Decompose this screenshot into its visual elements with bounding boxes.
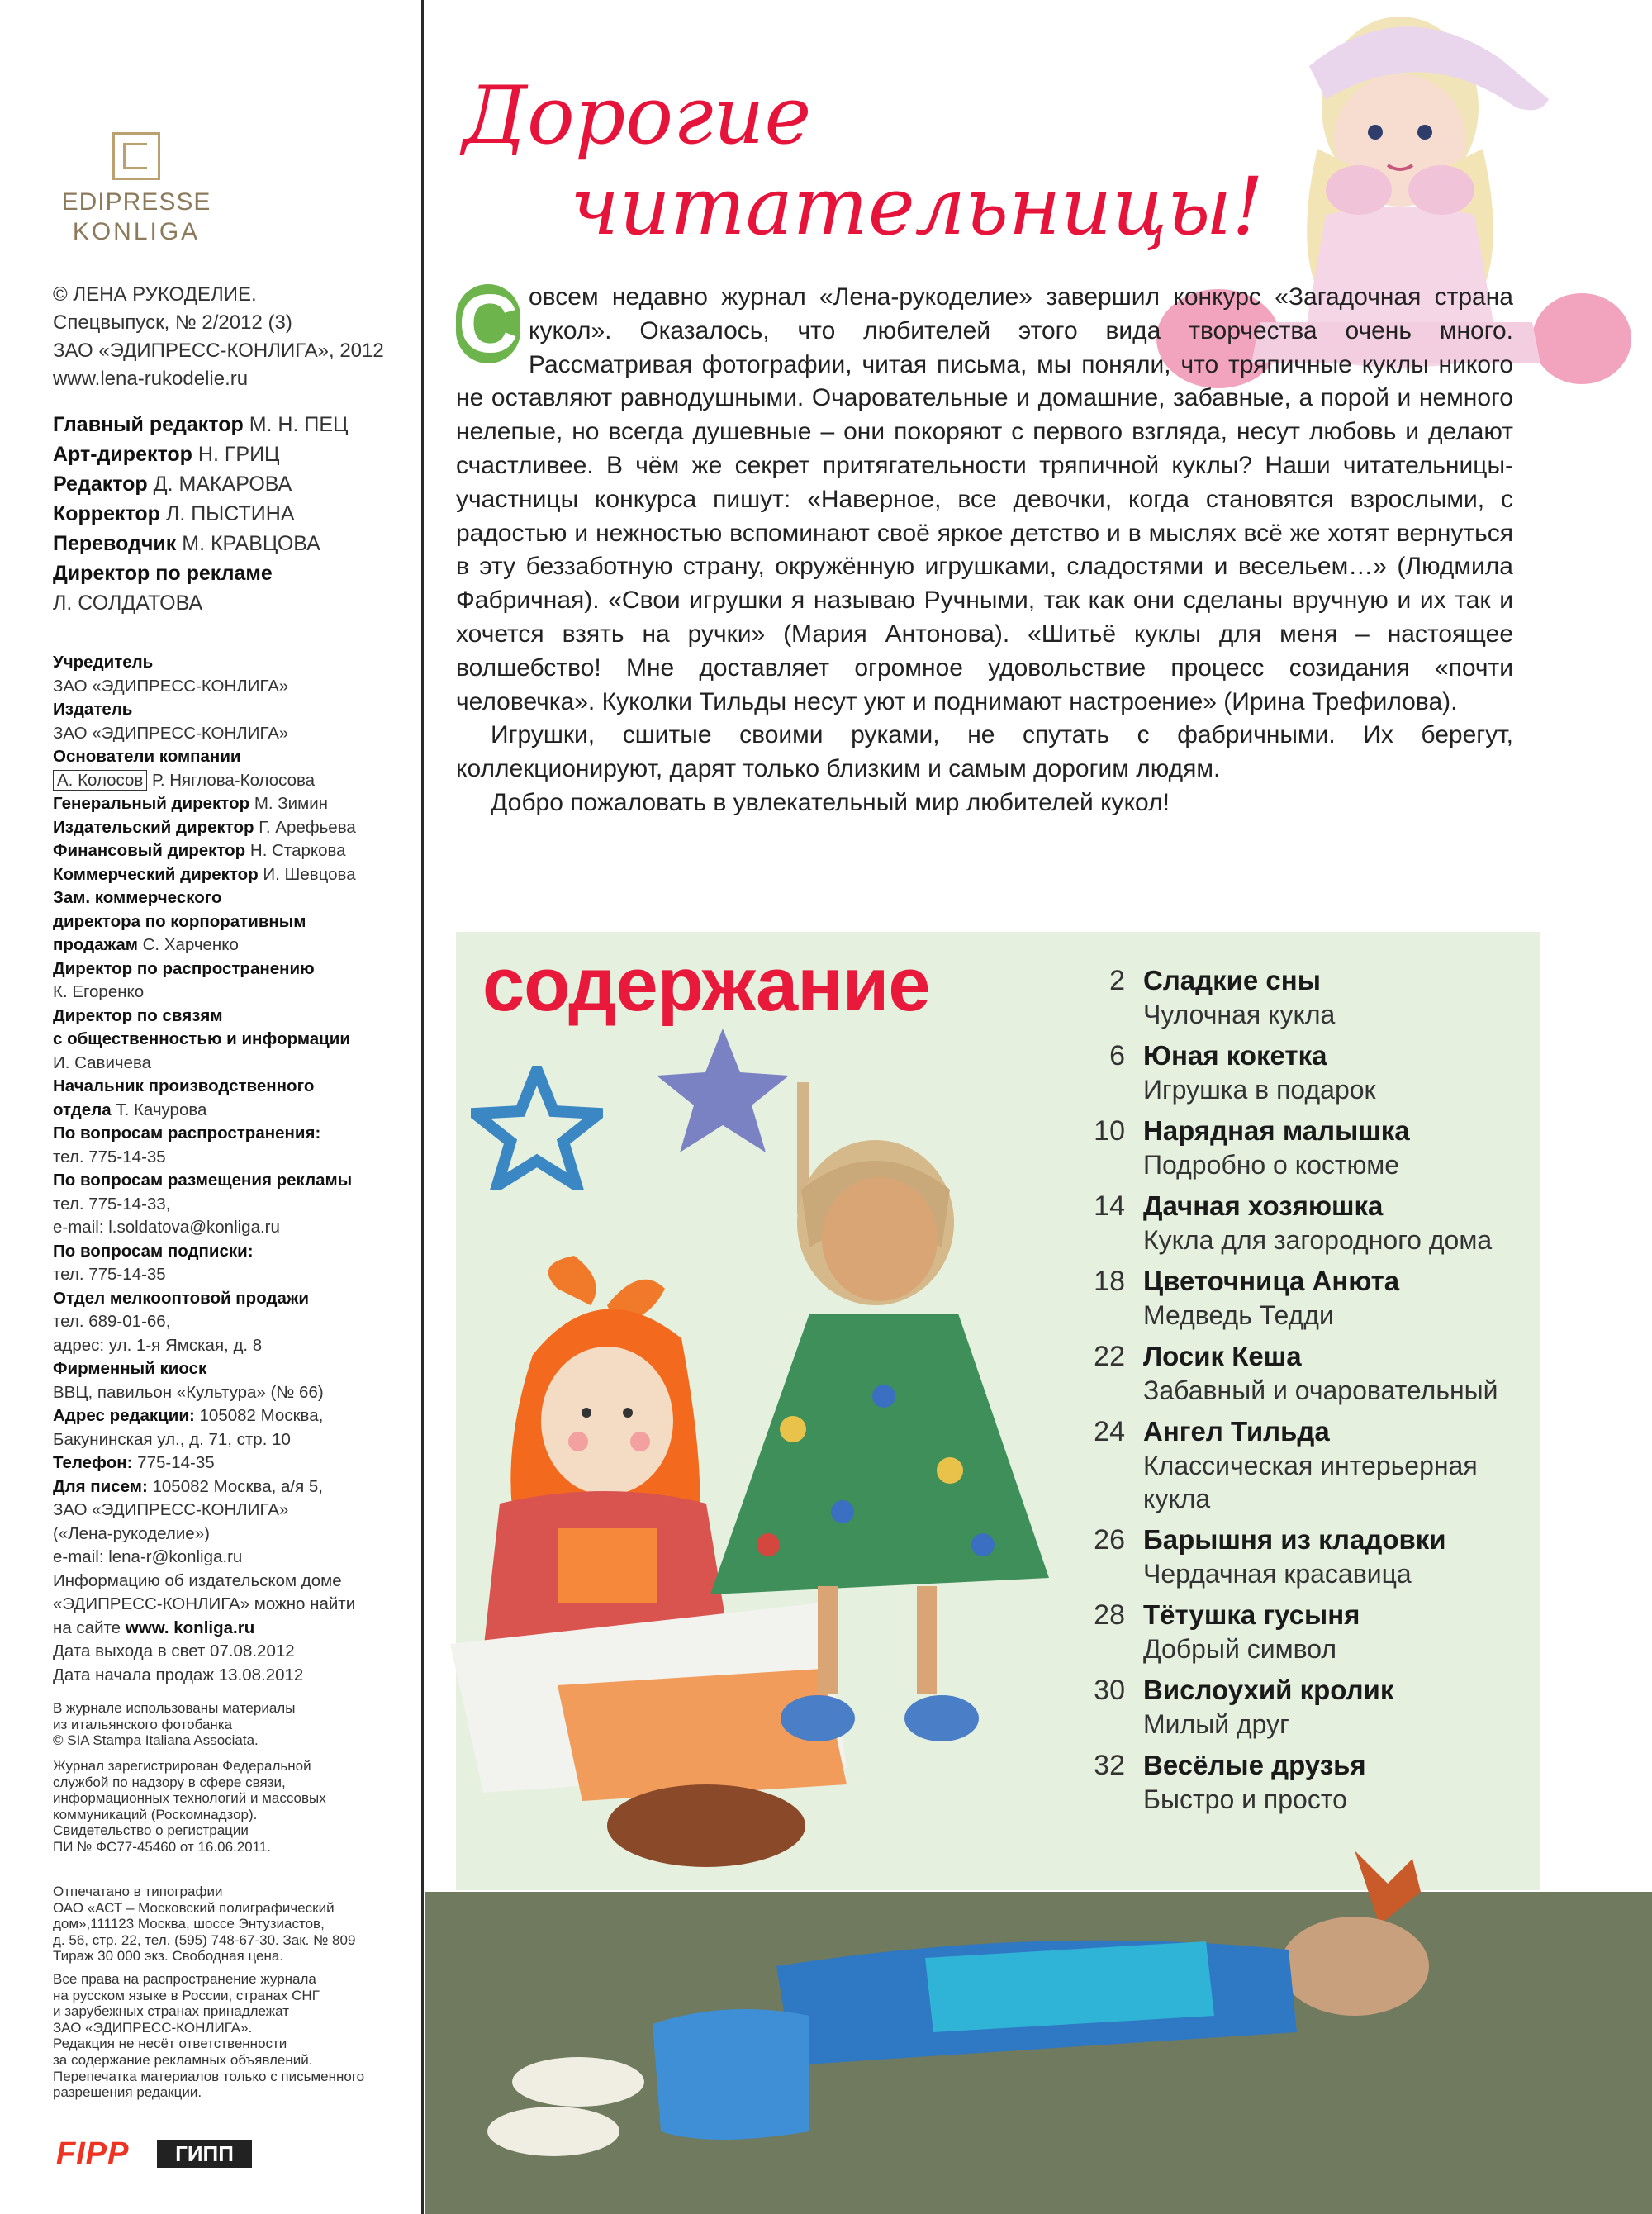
fine-print-line: В журнале использованы материалы [53, 1700, 296, 1716]
detail-value: «ЭДИПРЕСС-КОНЛИГА» можно найти [53, 1594, 356, 1613]
logo-line-1: EDIPRESSE [61, 188, 211, 216]
detail-row [53, 1404, 416, 1428]
detail-value: Р. Няглова-Колосова [152, 770, 316, 790]
detail-label: отдела [53, 1100, 112, 1119]
detail-label: По вопросам распространения: [53, 1124, 321, 1143]
staff-row [53, 588, 416, 618]
fine-print-line: Отпечатано в типографии [53, 1884, 223, 1899]
contents-entry[interactable] [1074, 1675, 1536, 1750]
detail-row [53, 1310, 416, 1334]
detail-value: И. Шевцова [263, 864, 356, 884]
company-details [53, 651, 416, 1687]
drop-cap: С [456, 284, 520, 363]
detail-row [53, 863, 416, 887]
floral-dress-doll-illustration [694, 1082, 1066, 1760]
detail-row [53, 1263, 416, 1287]
contents-entry-subtitle: Медведь Тедди [1143, 1300, 1334, 1330]
detail-value: 105082 Москва, [199, 1406, 324, 1425]
contents-entry[interactable] [1074, 1524, 1536, 1599]
detail-row [53, 1028, 416, 1052]
fine-print-line: Редакция не несёт ответственности [53, 2036, 287, 2052]
detail-value: Бакунинская ул., д. 71, стр. 10 [53, 1429, 291, 1449]
detail-row [53, 981, 416, 1005]
detail-value: И. Савичева [53, 1052, 152, 1072]
fine-print-line: Свидетельство о регистрации [53, 1822, 249, 1839]
contents-entry-title: Тётушка гусыня [1143, 1599, 1360, 1630]
detail-row [53, 1075, 416, 1099]
detail-label: Для писем: [53, 1476, 148, 1496]
contents-entry-title: Сладкие сны [1143, 965, 1321, 995]
editorial-title [463, 70, 1264, 252]
detail-row [53, 1640, 416, 1664]
fine-print-line: службой по надзору в сфере связи, [53, 1774, 286, 1790]
detail-label: директора по корпоративным [53, 911, 306, 931]
reindeer-toy-illustration [463, 1834, 1479, 2181]
contents-entry[interactable] [1074, 1599, 1536, 1675]
contents-entry-subtitle: Классическая интерьерная кукла [1143, 1451, 1478, 1513]
detail-row [53, 1664, 416, 1688]
editorial-paragraph: Игрушки, сшитые своими руками, не спутать с фабричными. Их берегут, коллекционируют, дарят только близким и самым дорогим людям. [456, 721, 1513, 783]
fine-print-line: дом»,111123 Москва, шоссе Энтузиастов, [53, 1916, 325, 1932]
staff-role: Директор по рекламе [53, 562, 273, 585]
detail-value: адрес: ул. 1-я Ямская, д. 8 [53, 1335, 263, 1355]
fine-print-line: Все права на распространение журнала [53, 1971, 316, 1987]
staff-role: Корректор [53, 502, 160, 525]
contents-entry-subtitle: Игрушка в подарок [1143, 1075, 1376, 1105]
contents-entry-title: Юная кокетка [1143, 1040, 1327, 1071]
detail-value: ЗАО «ЭДИПРЕСС-КОНЛИГА» [53, 676, 289, 696]
detail-value: 105082 Москва, а/я 5, [152, 1476, 323, 1496]
detail-label: По вопросам размещения рекламы [53, 1171, 353, 1190]
contents-entry-subtitle: Милый друг [1143, 1709, 1289, 1739]
contents-page-number: 10 [1094, 1115, 1125, 1147]
detail-row [53, 1381, 416, 1405]
fine-print-line: коммуникаций (Роскомнадзор). [53, 1806, 258, 1822]
copyright-block [53, 281, 416, 393]
title-line-1: Дорогие [463, 69, 812, 162]
contents-entry-subtitle: Добрый символ [1143, 1634, 1336, 1664]
detail-value: тел. 775-14-33, [53, 1194, 171, 1214]
detail-label: Директор по связям [53, 1005, 223, 1025]
contents-page-number: 24 [1094, 1416, 1125, 1447]
detail-row [53, 910, 416, 934]
detail-row [53, 1593, 416, 1617]
detail-label: Издатель [53, 700, 133, 719]
contents-entry-title: Барышня из кладовки [1143, 1524, 1446, 1555]
detail-row [53, 1122, 416, 1146]
detail-value: («Лена-рукоделие») [53, 1523, 210, 1543]
contents-entry[interactable] [1074, 1750, 1536, 1825]
detail-row [53, 1193, 416, 1217]
blue-star-outline-icon [471, 1066, 603, 1190]
contents-entry-title: Весёлые друзья [1143, 1750, 1366, 1780]
staff-list [53, 410, 416, 618]
fine-print-line: Журнал зарегистрирован Федеральной [53, 1758, 311, 1774]
contents-entry[interactable] [1074, 1115, 1536, 1190]
detail-value: тел. 775-14-35 [53, 1265, 166, 1284]
detail-row [53, 792, 416, 816]
detail-row [53, 934, 416, 957]
editorial-paragraph: овсем недавно журнал «Лена-рукоделие» завершил конкурс «Загадочная страна кукол». Оказалось, что любителей этого вида творчества очень много. Рассматривая фотографии, читая письма, мы поняли, что тряпичные куклы никого не оставляют равнодушными. Очаровательные и домашние, забавные, а порой и немного нелепые, но всегда душевные – они покоряют с первого взгляда, несут любовь и делают счастливее. В чём же секрет притягательности тряпичной куклы? Наши читательницы-участницы конкурса пишут: «Наверное, все девочки, когда становятся взрослыми, с радостью и нежностью вспоминают своё яркое детство и в мыслях всё же хотят вернуться в эту беззаботную страну, окружённую игрушками, сладостями и весельем…» (Людмила Фабричная). «Свои игрушки я называю Ручными, так как они сделаны вручную и их так и хочется взять на ручки» (Мария Антонова). «Шитьё куклы для меня – настоящее волшебство! Мне доставляет огромное удовольствие процесс созидания «почти человечка». Куколки Тильды несут уют и поднимают настроение» (Ирина Трефилова). [456, 283, 1513, 715]
detail-row [53, 651, 416, 675]
detail-row [53, 1099, 416, 1123]
detail-value: ВВЦ, павильон «Культура» (№ 66) [53, 1382, 324, 1402]
column-divider [421, 0, 424, 2214]
detail-label: Учредитель [53, 653, 154, 672]
fine-print-block [53, 1758, 416, 1855]
konliga-site-link[interactable]: www. konliga.ru [125, 1618, 255, 1637]
contents-entry-title: Лосик Кеша [1143, 1341, 1302, 1371]
detail-label: Телефон: [53, 1453, 133, 1472]
contents-entry[interactable] [1074, 1040, 1536, 1115]
fine-print-line: ОАО «АСТ – Московский полиграфический [53, 1899, 335, 1916]
detail-label: По вопросам подписки: [53, 1241, 254, 1261]
detail-value: С. Харченко [142, 935, 239, 954]
contents-entry-title: Ангел Тильда [1143, 1416, 1330, 1447]
detail-row [53, 1216, 416, 1240]
contents-page-number: 28 [1094, 1599, 1125, 1631]
detail-label: Финансовый директор [53, 841, 246, 860]
contents-entry[interactable] [1074, 1190, 1536, 1266]
fine-print-block [53, 1700, 416, 1749]
contents-entry[interactable] [1074, 1416, 1536, 1524]
detail-row [53, 1052, 416, 1076]
contents-page-number: 2 [1109, 965, 1125, 996]
detail-row [53, 816, 416, 840]
detail-row [53, 1240, 416, 1264]
detail-row [53, 1334, 416, 1358]
contents-page-number: 32 [1094, 1750, 1125, 1781]
staff-name: М. Н. ПЕЦ [249, 413, 349, 436]
staff-row [53, 529, 416, 558]
detail-value: Г. Арефьева [259, 817, 356, 837]
contents-entry[interactable] [1074, 965, 1536, 1040]
contents-heading: содержание [482, 943, 930, 1027]
detail-row [53, 1428, 416, 1452]
fine-print-line: из итальянского фотобанка [53, 1716, 233, 1732]
detail-row [53, 1475, 416, 1499]
staff-role: Арт-директор [53, 443, 192, 466]
contents-page-number: 18 [1094, 1266, 1125, 1297]
detail-value: Н. Старкова [249, 841, 346, 860]
contents-page-number: 30 [1094, 1675, 1125, 1706]
detail-label: Начальник производственного [53, 1076, 315, 1095]
staff-name: Л. ПЫСТИНА [165, 502, 295, 525]
staff-row [53, 499, 416, 529]
edipresse-logo-icon [112, 132, 160, 180]
detail-label: Фирменный киоск [53, 1359, 207, 1378]
contents-page-number: 26 [1094, 1524, 1125, 1556]
detail-row [53, 1451, 416, 1475]
detail-value: тел. 775-14-35 [53, 1147, 166, 1166]
detail-row [53, 1005, 416, 1029]
detail-value: Информацию об издательском доме [53, 1570, 342, 1590]
fine-print-line: Тираж 30 000 экз. Свободная цена. [53, 1948, 284, 1965]
website-link[interactable]: www.lena-rukodelie.ru [53, 368, 249, 390]
contents-entry-subtitle: Чулочная кукла [1143, 1000, 1336, 1029]
detail-label: Зам. коммерческого [53, 888, 222, 907]
contents-entry-subtitle: Быстро и просто [1143, 1784, 1347, 1814]
detail-value: К. Егоренко [53, 982, 145, 1001]
contents-entry[interactable] [1074, 1266, 1536, 1341]
contents-entry-title: Дачная хозяюшка [1143, 1190, 1384, 1221]
detail-row [53, 745, 416, 769]
staff-role: Главный редактор [53, 413, 244, 436]
staff-row [53, 558, 416, 588]
table-of-contents [1074, 965, 1536, 1825]
contents-page-number: 14 [1094, 1190, 1125, 1222]
fine-print-line: © SIA Stampa Italiana Associata. [53, 1732, 259, 1749]
fine-print-line: и зарубежных странах принадлежат [53, 2003, 290, 2020]
editorial-body [456, 278, 1513, 820]
fine-print-line: ПИ № ФС77-45460 от 16.06.2011. [53, 1838, 272, 1855]
fine-print-line: информационных технологий и массовых [53, 1790, 326, 1807]
detail-value[interactable]: e-mail: lena-r@konliga.ru [53, 1547, 243, 1566]
logo-line-2: KONLIGA [72, 218, 201, 245]
detail-row [53, 769, 416, 793]
staff-name: Н. ГРИЦ [197, 443, 280, 466]
fine-print-line: д. 56, стр. 22, тел. (595) 748-67-30. Зак. № 809 [53, 1931, 356, 1948]
founder-boxed-name: А. Колосов [53, 770, 147, 791]
fine-print-line: ЗАО «ЭДИПРЕСС-КОНЛИГА». [53, 2019, 253, 2036]
detail-label: с общественностью и информации [53, 1029, 350, 1048]
detail-value: тел. 689-01-66, [53, 1312, 171, 1331]
detail-label: Генеральный директор [53, 794, 250, 813]
detail-value: Дата выхода в свет 07.08.2012 [53, 1641, 295, 1660]
detail-value: на сайте [53, 1618, 121, 1637]
detail-label: Адрес редакции: [53, 1406, 195, 1425]
detail-row [53, 675, 416, 699]
detail-label: Директор по распространению [53, 958, 315, 978]
imprint-line: Спецвыпуск, № 2/2012 (3) [53, 311, 292, 334]
editorial-closing: Добро пожаловать в увлекательный мир любителей кукол! [491, 788, 1170, 816]
contents-page-number: 22 [1094, 1341, 1125, 1372]
detail-row [53, 1546, 416, 1570]
detail-row [53, 1169, 416, 1193]
fine-print-line: за содержание рекламных объявлений. [53, 2051, 313, 2068]
fipp-logo: FIPP [56, 2136, 130, 2171]
detail-row [53, 886, 416, 910]
staff-row [53, 439, 416, 469]
detail-row [53, 957, 416, 981]
detail-label: Издательский директор [53, 817, 254, 837]
detail-row [53, 722, 416, 746]
detail-label: Отдел мелкооптовой продажи [53, 1288, 310, 1308]
detail-row [53, 1287, 416, 1311]
contents-entry-title: Цветочница Анюта [1143, 1266, 1400, 1296]
detail-row [53, 1570, 416, 1594]
staff-role: Редактор [53, 473, 148, 496]
detail-value: М. Зимин [254, 794, 328, 813]
staff-name: Л. СОЛДАТОВА [53, 592, 203, 615]
detail-label: Коммерческий директор [53, 864, 259, 884]
fine-print-line: на русском языке в России, странах СНГ [53, 1987, 320, 2003]
detail-row [53, 1499, 416, 1523]
detail-row [53, 1617, 416, 1641]
detail-label: Основатели компании [53, 747, 241, 766]
fine-print-block [53, 1884, 416, 1965]
contents-entry-subtitle: Забавный и очаровательный [1143, 1375, 1498, 1405]
contents-entry[interactable] [1074, 1341, 1536, 1416]
contents-entry-subtitle: Подробно о костюме [1143, 1150, 1399, 1180]
title-line-2: читательницы! [570, 160, 1264, 253]
staff-name: Д. МАКАРОВА [153, 473, 292, 496]
detail-row [53, 698, 416, 722]
staff-name: М. КРАВЦОВА [182, 532, 320, 555]
contents-entry-subtitle: Кукла для загородного дома [1143, 1225, 1493, 1255]
imprint-column [0, 0, 421, 2214]
detail-value: 775-14-35 [137, 1453, 215, 1472]
contents-entry-subtitle: Чердачная красавица [1143, 1559, 1412, 1589]
detail-value: ЗАО «ЭДИПРЕСС-КОНЛИГА» [53, 1500, 289, 1519]
imprint-line: ЗАО «ЭДИПРЕСС-КОНЛИГА», 2012 [53, 340, 384, 362]
fine-print-line: разрешения редакции. [53, 2084, 202, 2101]
detail-row [53, 1146, 416, 1170]
contents-entry-title: Нарядная малышка [1143, 1115, 1410, 1146]
detail-label: продажам [53, 935, 138, 954]
detail-value: ЗАО «ЭДИПРЕСС-КОНЛИГА» [53, 723, 289, 743]
contents-page-number: 6 [1109, 1040, 1125, 1071]
detail-row [53, 1357, 416, 1381]
detail-value: Т. Качурова [116, 1100, 207, 1119]
fine-print-line: Перепечатка материалов только с письменного [53, 2068, 365, 2084]
detail-value[interactable]: e-mail: l.soldatova@konliga.ru [53, 1218, 280, 1237]
imprint-line: © ЛЕНА РУКОДЕЛИЕ. [53, 283, 257, 306]
contents-entry-title: Вислоухий кролик [1143, 1675, 1394, 1705]
staff-row [53, 469, 416, 499]
staff-role: Переводчик [53, 532, 177, 555]
detail-row [53, 839, 416, 863]
fine-print-block [53, 1971, 416, 2101]
gipp-logo: ГИПП [157, 2140, 252, 2168]
staff-row [53, 410, 416, 439]
detail-value: Дата начала продаж 13.08.2012 [53, 1665, 304, 1684]
detail-row [53, 1523, 416, 1546]
publisher-logo [58, 132, 215, 246]
